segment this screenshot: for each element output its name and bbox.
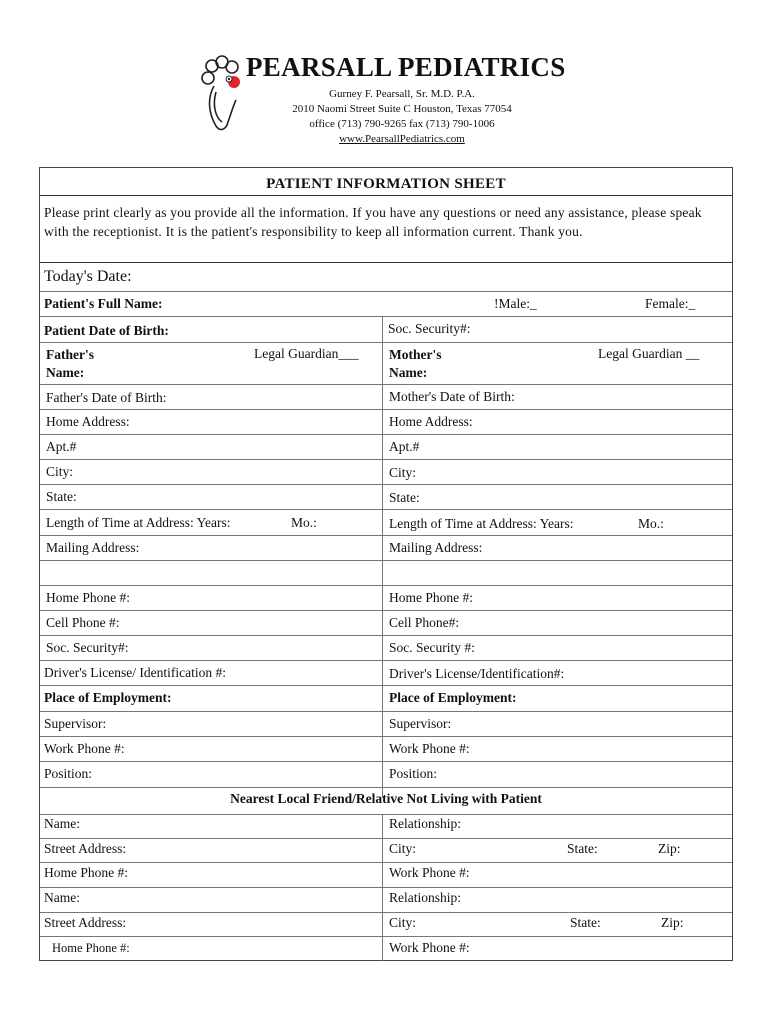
mother-home-phone-field[interactable]: Home Phone #: <box>389 590 473 605</box>
nearest-contact-heading: Nearest Local Friend/Relative Not Living with Patient <box>230 791 542 806</box>
contact1-street-address-field[interactable]: Street Address: <box>44 841 127 856</box>
divider <box>40 509 732 510</box>
father-legal-guardian-checkbox[interactable]: Legal Guardian___ <box>254 346 359 361</box>
divider <box>40 736 732 737</box>
form-instructions: Please print clearly as you provide all the information. If you have any questions or need any assistance, please speak with the receptionist. It is the patient's responsibility to keep all information current. Thank you. <box>44 205 702 239</box>
father-supervisor-field[interactable]: Supervisor: <box>44 716 107 731</box>
divider <box>40 585 732 586</box>
father-drivers-license-field[interactable]: Driver's License/ Identification #: <box>44 665 226 680</box>
divider <box>40 459 732 460</box>
divider <box>40 685 732 686</box>
contact2-home-phone-field[interactable]: Home Phone #: <box>52 941 130 955</box>
divider <box>40 838 732 839</box>
father-state-field[interactable]: State: <box>46 489 77 504</box>
mother-position-field[interactable]: Position: <box>389 766 438 781</box>
mother-cell-phone-field[interactable]: Cell Phone#: <box>389 615 460 630</box>
father-employment-field[interactable]: Place of Employment: <box>44 690 172 705</box>
mother-apt-field[interactable]: Apt.# <box>389 439 420 454</box>
divider <box>40 484 732 485</box>
divider <box>40 936 732 937</box>
divider <box>40 761 732 762</box>
contact2-relationship-field[interactable]: Relationship: <box>389 890 461 905</box>
todays-date-field[interactable]: Today's Date: <box>44 268 132 285</box>
female-checkbox[interactable]: Female:_ <box>645 296 696 311</box>
divider <box>40 316 732 317</box>
divider <box>40 195 732 196</box>
father-apt-field[interactable]: Apt.# <box>46 439 77 454</box>
divider <box>40 560 732 561</box>
male-checkbox[interactable]: !Male:_ <box>494 296 537 311</box>
patient-ssn-field[interactable]: Soc. Security#: <box>388 321 471 336</box>
father-work-phone-field[interactable]: Work Phone #: <box>44 741 125 756</box>
divider <box>40 787 732 788</box>
tooth-mascot-icon <box>200 52 248 142</box>
father-city-field[interactable]: City: <box>46 464 74 479</box>
form-title: PATIENT INFORMATION SHEET <box>266 176 506 192</box>
father-mailing-address-field[interactable]: Mailing Address: <box>46 540 140 555</box>
divider <box>40 711 732 712</box>
contact2-street-address-field[interactable]: Street Address: <box>44 915 127 930</box>
divider <box>40 635 732 636</box>
practice-address: 2010 Naomi Street Suite C Houston, Texas 77054 <box>292 103 512 115</box>
divider <box>40 887 732 888</box>
contact1-zip-field[interactable]: Zip: <box>658 841 681 856</box>
contact2-city-field[interactable]: City: <box>389 915 417 930</box>
practice-phones: office (713) 790-9265 fax (713) 790-1006 <box>309 118 495 130</box>
contact2-state-field[interactable]: State: <box>570 915 601 930</box>
father-home-phone-field[interactable]: Home Phone #: <box>46 590 130 605</box>
mother-ssn-field[interactable]: Soc. Security #: <box>389 640 475 655</box>
contact1-state-field[interactable]: State: <box>567 841 598 856</box>
mother-mailing-address-field[interactable]: Mailing Address: <box>389 540 483 555</box>
contact2-work-phone-field[interactable]: Work Phone #: <box>389 940 470 955</box>
father-position-field[interactable]: Position: <box>44 766 93 781</box>
patient-name-field[interactable]: Patient's Full Name: <box>44 296 163 311</box>
father-ssn-field[interactable]: Soc. Security#: <box>46 640 129 655</box>
father-dob-field[interactable]: Father's Date of Birth: <box>46 390 167 405</box>
mother-length-months-field[interactable]: Mo.: <box>638 516 664 531</box>
contact1-name-field[interactable]: Name: <box>44 816 80 831</box>
mother-work-phone-field[interactable]: Work Phone #: <box>389 741 470 756</box>
mother-drivers-license-field[interactable]: Driver's License/Identification#: <box>389 666 565 681</box>
divider <box>40 912 732 913</box>
divider <box>40 291 732 292</box>
contact2-zip-field[interactable]: Zip: <box>661 915 684 930</box>
practice-name: PEARSALL PEDIATRICS <box>246 52 566 82</box>
mother-home-address-field[interactable]: Home Address: <box>389 414 473 429</box>
mother-employment-field[interactable]: Place of Employment: <box>389 690 517 705</box>
patient-dob-field[interactable]: Patient Date of Birth: <box>44 323 169 338</box>
mother-legal-guardian-checkbox[interactable]: Legal Guardian __ <box>598 346 700 361</box>
doctor-name: Gurney F. Pearsall, Sr. M.D. P.A. <box>329 88 475 100</box>
father-cell-phone-field[interactable]: Cell Phone #: <box>46 615 120 630</box>
divider <box>40 660 732 661</box>
divider <box>40 814 732 815</box>
contact1-home-phone-field[interactable]: Home Phone #: <box>44 865 128 880</box>
mother-supervisor-field[interactable]: Supervisor: <box>389 716 452 731</box>
mother-length-years-field[interactable]: Length of Time at Address: Years: <box>389 516 574 531</box>
mother-name-field[interactable]: Mother's Name: <box>389 347 442 380</box>
contact2-name-field[interactable]: Name: <box>44 890 80 905</box>
divider <box>40 409 732 410</box>
father-home-address-field[interactable]: Home Address: <box>46 414 130 429</box>
divider <box>40 434 732 435</box>
mother-dob-field[interactable]: Mother's Date of Birth: <box>389 389 515 404</box>
mother-city-field[interactable]: City: <box>389 465 417 480</box>
mother-state-field[interactable]: State: <box>389 490 420 505</box>
father-name-field[interactable]: Father's Name: <box>46 347 94 380</box>
father-length-years-field[interactable]: Length of Time at Address: Years: <box>46 515 231 530</box>
divider <box>40 862 732 863</box>
patient-information-form <box>39 167 733 961</box>
father-length-months-field[interactable]: Mo.: <box>291 515 317 530</box>
practice-website-link[interactable]: www.PearsallPediatrics.com <box>339 133 465 145</box>
divider <box>40 610 732 611</box>
divider <box>40 262 732 263</box>
contact1-city-field[interactable]: City: <box>389 841 417 856</box>
contact1-relationship-field[interactable]: Relationship: <box>389 816 461 831</box>
column-divider <box>382 316 383 798</box>
divider <box>40 535 732 536</box>
divider <box>40 384 732 385</box>
contact1-work-phone-field[interactable]: Work Phone #: <box>389 865 470 880</box>
divider <box>40 342 732 343</box>
